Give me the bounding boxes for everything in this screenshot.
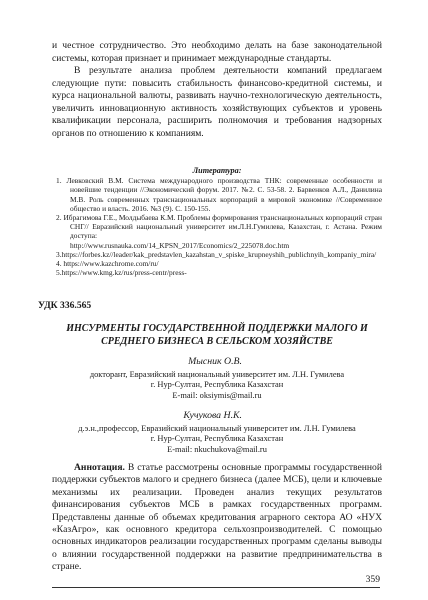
author-email[interactable]: E-mail: nkuchukova@mail.ru — [167, 444, 267, 454]
intro-paragraph: В результате анализа проблем деятельности компаний предлагаем следующие пути: повысить стабильность финансово-кредитной системы, и курса национальной валюты, развивать научно-технологическую деятельность, увеличить инновационную активность хозяйствующих субъектов и уровень квалификации персонала, расширить полномочия и требования надзорных органов по отношению к компаниям. — [52, 65, 382, 139]
abstract-label: Аннотация. — [74, 462, 125, 473]
literature-section — [52, 166, 382, 277]
literature-item: 2. Ибрагимова Г.Е., Молдыбаева К.М. Проблемы формирования транснациональных корпораций стран СНГ// Евразийский национальный университет им.Л.Н.Гумилева, Казахстан, г. Астана. Режим доступа: — [56, 213, 382, 241]
abstract-section — [52, 462, 382, 574]
intro-paragraph: и честное сотрудничество. Это необходимо делать на базе законодательной системы, которая признает и принимает международные стандарты. — [52, 40, 382, 64]
literature-title: Литература: — [192, 166, 242, 175]
author-city: г. Нур-Султан, Республика Казахстан — [150, 380, 284, 390]
author-affiliation: докторант, Евразийский национальный университет им. Л.Н. Гумилева — [89, 369, 345, 379]
literature-item: 1. Левковский В.М. Система международного производства ТНК: современные особенности и новейшие тенденции //Экономический форум. 2017. №2. С. 53-58. 2. Барвенков А.Л., Данилина М.В. Роль современных транснациональных корпораций в мировой экономике //Современное общество и власть. 2016. №3 (9). С. 150-155. — [56, 176, 382, 213]
author-affiliation: д.э.н.,профессор, Евразийский национальный университет им. Л.Н. Гумилева — [78, 423, 356, 433]
literature-link[interactable]: 4. https://www.kazchrome.com/ru/ — [56, 259, 159, 269]
literature-link[interactable]: 5.https://www.kmg.kz/rus/press-centr/press- — [56, 268, 187, 278]
literature-list — [52, 176, 382, 277]
author-block — [52, 357, 382, 401]
literature-link[interactable]: http://www.rusnauka.com/14_KPSN_2017/Economics/2_225078.doc.htm — [70, 240, 290, 250]
author-email[interactable]: E-mail: oksiymis@mail.ru — [172, 390, 262, 400]
page-number: 359 — [365, 574, 380, 585]
article-title: ИНСУРМЕНТЫ ГОСУДАРСТВЕННОЙ ПОДДЕРЖКИ МАЛОГО И СРЕДНЕГО БИЗНЕСА В СЕЛЬСКОМ ХОЗЯЙСТВЕ — [66, 323, 368, 347]
abstract-text: В статье рассмотрены основные программы государственной поддержки субъектов малого и среднего бизнеса (далее МСБ), цели и ключевые механизмы их реализации. Проведен анализ текущих результатов финансирования субъектов МСБ в рамках государственных программ. Представлены данные об объемах кредитования аграрного сектора АО «НУХ «КазАгро», как основного кредитора сельхозпроизводителей. С помощью основных индикаторов реализации государственных программ сделаны выводы о влиянии государственной поддержки на развитие предпринимательства в стране. — [52, 462, 382, 573]
intro-section — [52, 40, 382, 140]
footer-rule — [52, 587, 380, 588]
literature-link[interactable]: 3.https://forbes.kz//leader/kak_predstavlen_kazahstan_v_spiske_krupneyshih_publichnyih_kompaniy_mira/ — [56, 249, 377, 259]
author-name: Кучукова Н.К. — [183, 410, 242, 421]
author-block — [52, 411, 382, 455]
author-name: Мысник О.В. — [188, 356, 242, 367]
author-city: г. Нур-Султан, Республика Казахстан — [150, 434, 284, 444]
udc-code: УДК 336.565 — [38, 300, 92, 311]
